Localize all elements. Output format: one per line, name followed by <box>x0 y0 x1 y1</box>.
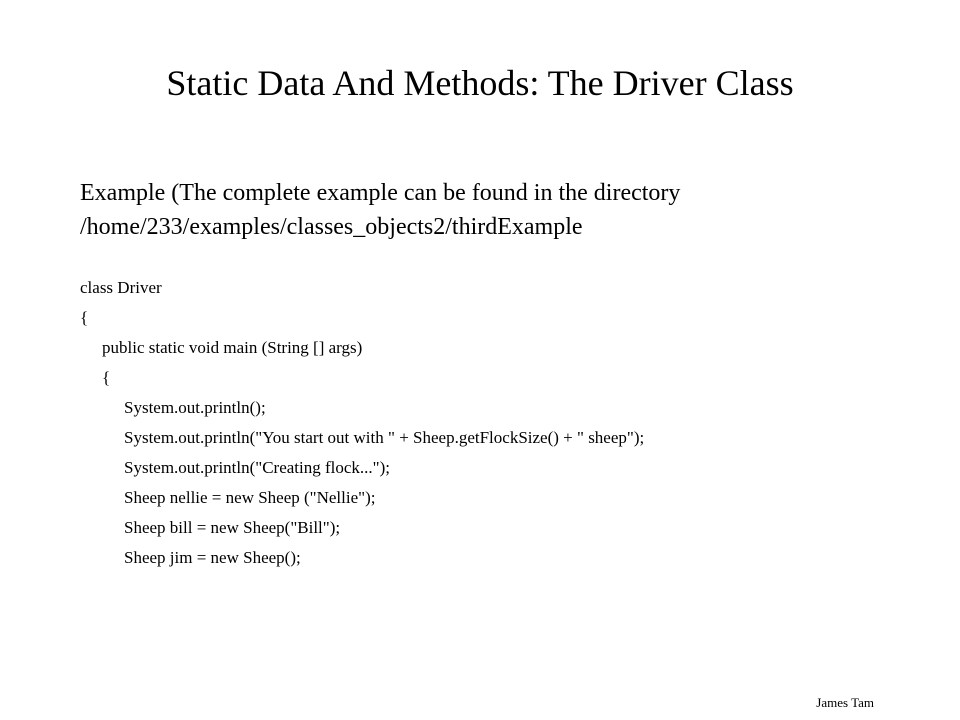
code-line: Sheep nellie = new Sheep ("Nellie"); <box>124 488 376 507</box>
code-line: System.out.println(); <box>124 398 266 417</box>
intro-line-2: /home/233/examples/classes_objects2/thirdExample <box>80 214 583 240</box>
code-line: Sheep bill = new Sheep("Bill"); <box>124 518 341 537</box>
code-line: class Driver <box>80 278 162 297</box>
code-line: System.out.println("You start out with " + Sheep.getFlockSize() + " sheep"); <box>124 428 645 447</box>
code-line: { <box>80 308 89 327</box>
code-line: Sheep jim = new Sheep(); <box>124 548 301 567</box>
code-line: public static void main (String [] args) <box>102 338 363 357</box>
page-title: Static Data And Methods: The Driver Class <box>166 63 794 103</box>
intro-text <box>80 176 900 244</box>
code-line: System.out.println("Creating flock..."); <box>124 458 391 477</box>
intro-line-1: Example (The complete example can be found in the directory <box>80 180 681 206</box>
code-line: { <box>102 368 111 387</box>
author-footer: James Tam <box>816 695 874 710</box>
